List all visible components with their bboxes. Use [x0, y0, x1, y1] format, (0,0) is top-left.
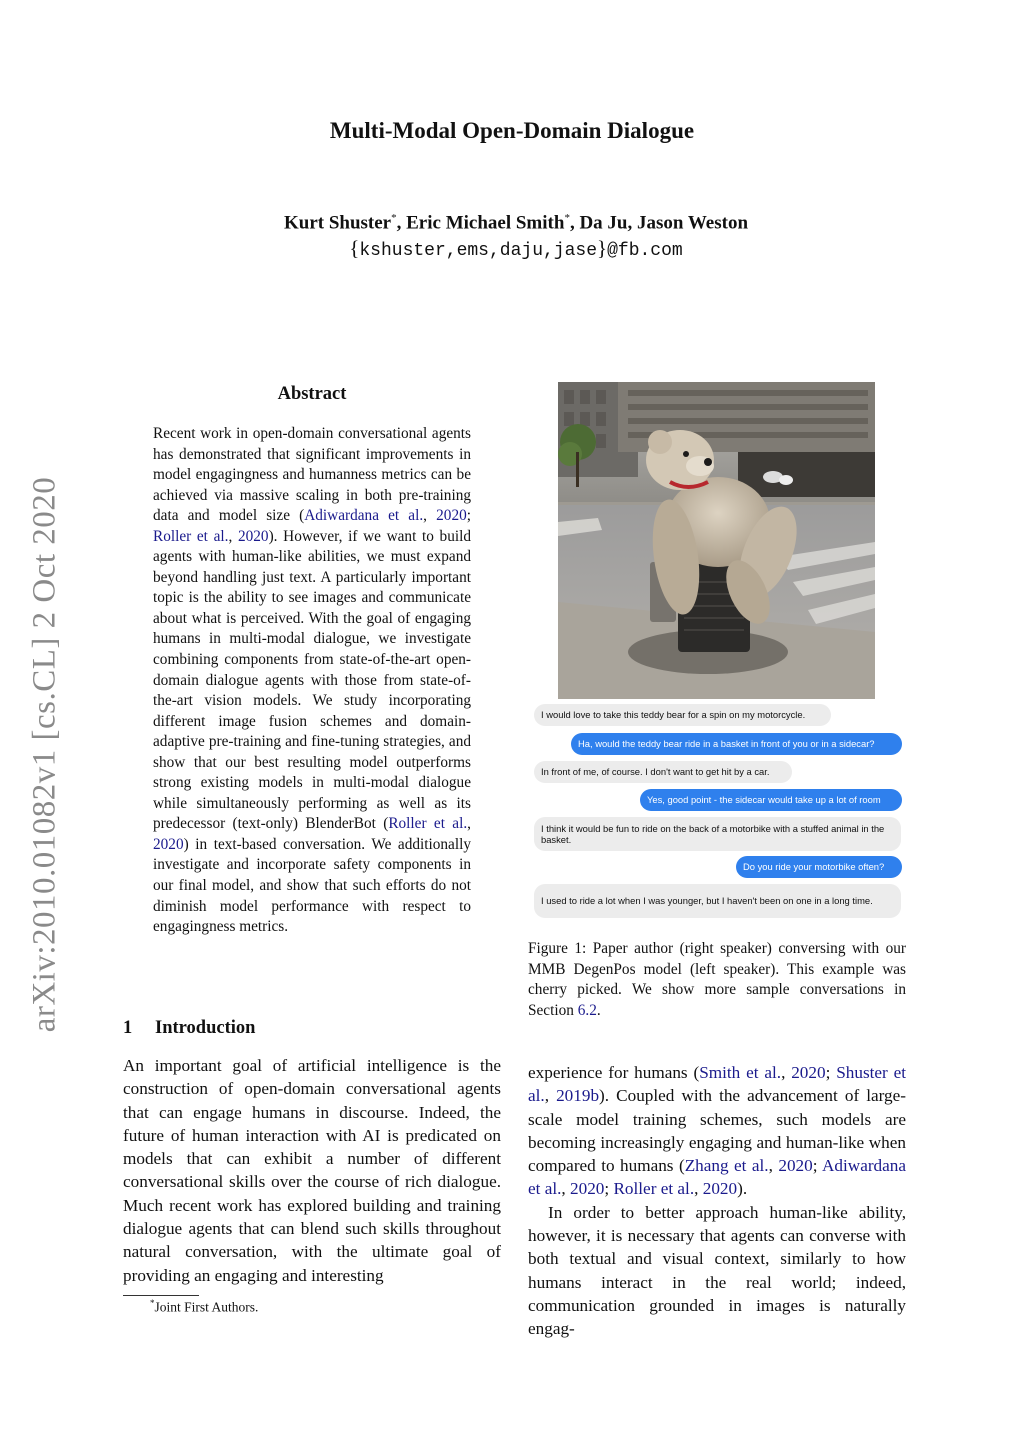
citation-link[interactable]: 2020	[702, 1179, 738, 1199]
text: .	[596, 1001, 601, 1019]
citation-link[interactable]: 2020	[791, 1063, 826, 1082]
chat-message-user	[736, 856, 902, 878]
figure-photo	[558, 382, 875, 699]
text: ,	[467, 815, 471, 833]
message-text: I used to ride a lot when I was younger, but I haven't been on one in a long time.	[541, 895, 873, 907]
text: ).	[737, 1179, 748, 1199]
text: ). Coupled with the advancement of large-scale model training schemes, such models are becoming increasingly engaging and human-like when compared to humans (	[528, 1086, 907, 1176]
footnote-text: Joint First Authors.	[154, 1299, 259, 1315]
arxiv-stamp: arXiv:2010.01082v1 [cs.CL] 2 Oct 2020	[26, 476, 63, 1033]
teddy-bear-street-photo	[558, 382, 875, 699]
text: ,	[423, 507, 437, 525]
text: ,	[561, 1179, 570, 1199]
text: ,	[781, 1063, 792, 1082]
abstract-text: ). However, if we want to build agents with human-like abilities, we must expand beyond handling just text. A particularly important topic is the ability to see images and communicate about what is perceived. With the goal of engaging humans in multi-modal dialogue, we investigate combining components from state-of-the-art open-domain dialogue agents with those from state-of-the-art vision models. We study incorporating different image fusion schemes and domain-adaptive pre-training and fine-tuning strategies, and show that our best resulting model outperforms strong existing models in multi-modal dialogue while simultaneously performing as well as its predecessor (text-only) BlenderBot (	[153, 527, 471, 833]
paper-title: Multi-Modal Open-Domain Dialogue	[329, 118, 695, 143]
message-text: Yes, good point - the sidecar would take up a lot of room	[647, 794, 881, 806]
email-brace-open: {	[349, 236, 360, 260]
section-ref-link[interactable]: 6.2	[577, 1001, 597, 1019]
citation-link[interactable]: 2019b	[556, 1086, 600, 1106]
chat-message-bot	[534, 817, 901, 851]
abstract-text: Recent work in open-domain conversational agents has demonstrated that significant improvements in model engagingness and humanness metrics can be achieved via massive scaling in both pre-training data and model size (	[153, 425, 471, 525]
citation-link[interactable]: Shuster et al.	[528, 1063, 907, 1106]
email-domain: @fb.com	[607, 241, 683, 261]
text: ;	[604, 1179, 614, 1199]
chat-transcript	[534, 704, 902, 920]
chat-message-bot	[534, 884, 901, 918]
citation-link[interactable]: Smith et al.	[699, 1063, 782, 1082]
intro-paragraph: In order to better approach human-like ability, however, it is necessary that agents can converse with both textual and visual context, similarly to how humans interact in the real world; indeed, communication grounded in images is naturally engag-	[528, 1202, 906, 1339]
chat-message-user	[571, 733, 902, 755]
abstract-text: ) in text-based conversation. We additionally investigate and incorporate safety components in our final model, and show that such efforts do not diminish model performance with respect to engagingness metrics.	[153, 835, 471, 936]
section-heading-introduction	[123, 1018, 255, 1039]
citation-link[interactable]: Roller et al.	[388, 815, 468, 833]
text: ,	[768, 1156, 779, 1176]
citation-link[interactable]: 2020	[778, 1156, 813, 1176]
figure-caption	[528, 939, 906, 1021]
message-text: Ha, would the teddy bear ride in a basket in front of you or in a sidecar?	[578, 738, 875, 750]
section-title: Introduction	[155, 1018, 256, 1038]
section-number: 1	[123, 1018, 133, 1038]
text: ,	[694, 1179, 703, 1199]
email-names: kshuster,ems,daju,jase	[359, 241, 597, 261]
email-brace-close: }	[597, 236, 608, 260]
abstract-heading: Abstract	[277, 384, 347, 404]
message-text: In front of me, of course. I don't want to get hit by a car.	[541, 766, 770, 778]
author-2-mark: *	[564, 212, 570, 224]
author-list	[0, 212, 1024, 234]
author-2: , Eric Michael Smith	[396, 212, 565, 234]
intro-paragraph	[528, 1061, 906, 1201]
citation-link[interactable]: Zhang et al.	[684, 1156, 769, 1176]
chat-message-bot	[534, 704, 831, 726]
author-1-mark: *	[391, 212, 397, 224]
citation-link[interactable]: Roller et al.	[153, 527, 229, 545]
author-1: Kurt Shuster	[283, 212, 392, 234]
author-emails	[0, 236, 1024, 261]
message-text: I would love to take this teddy bear for a spin on my motorcycle.	[541, 709, 806, 721]
message-text: Do you ride your motorbike often?	[743, 861, 885, 873]
abstract-body	[153, 424, 471, 938]
chat-message-bot	[534, 761, 792, 783]
citation-link[interactable]: Adiwardana et al.	[304, 507, 424, 525]
intro-left-column: An important goal of artificial intelligence is the construction of open-domain conversational agents that can engage humans in discourse. Indeed, the future of human interaction with AI is predicated on models that can exhibit a number of different conversational skills over the course of rich dialogue. Much recent work has explored building and training dialogue agents that can blend such skills throughout natural conversation, with the ultimate goal of providing an engaging and interesting	[123, 1056, 501, 1285]
text: ;	[466, 507, 471, 525]
citation-link[interactable]: 2020	[153, 835, 184, 853]
footnote	[150, 1298, 258, 1316]
citation-link[interactable]: 2020	[570, 1179, 605, 1199]
intro-right-column	[528, 1061, 906, 1341]
text: experience for humans (	[528, 1063, 700, 1082]
text: ;	[825, 1063, 837, 1082]
message-text: I think it would be fun to ride on the back of a motorbike with a stuffed animal in the basket.	[541, 822, 885, 845]
caption-text: Figure 1: Paper author (right speaker) conversing with our MMB DegenPos model (left speaker). This example was cherry picked. We show more sample conversations in Section	[528, 940, 906, 1019]
citation-link[interactable]: 2020	[436, 507, 467, 525]
footnote-rule	[123, 1295, 199, 1296]
citation-link[interactable]: Roller et al.	[613, 1179, 695, 1199]
text: ,	[544, 1086, 557, 1106]
text: ,	[228, 527, 238, 545]
chat-message-user	[640, 789, 902, 811]
author-rest: , Da Ju, Jason Weston	[569, 212, 749, 234]
text: ;	[812, 1156, 823, 1176]
citation-link[interactable]: 2020	[237, 527, 269, 545]
footnote-mark: *	[150, 1298, 155, 1308]
citation-link[interactable]: Adiwardana et al.	[528, 1156, 907, 1199]
